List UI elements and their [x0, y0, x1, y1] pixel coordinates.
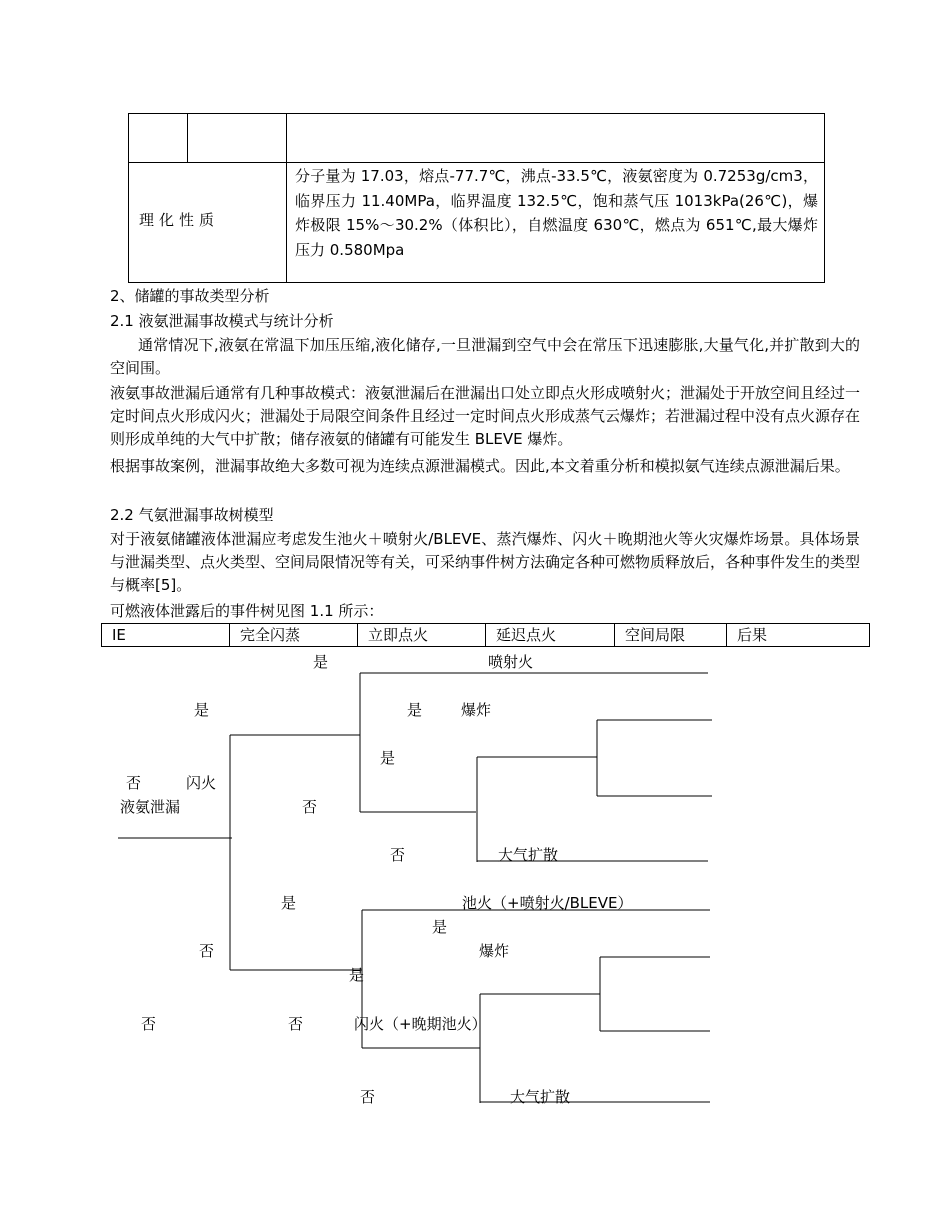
tree-label-yes: 是 [407, 701, 423, 719]
outcome-flash-late-pool: 闪火（+晚期池火） [354, 1015, 487, 1033]
outcome-explosion: 爆炸 [461, 701, 492, 719]
tree-label-yes: 是 [349, 966, 365, 984]
header-full-flash: 完全闪蒸 [230, 624, 358, 646]
tree-label-no: 否 [302, 798, 318, 816]
header-immediate-ignition: 立即点火 [358, 624, 486, 646]
section-heading: 2、储罐的事故类型分析 [110, 287, 270, 305]
tree-label-yes: 是 [281, 894, 297, 912]
tree-label-no: 否 [390, 846, 406, 864]
paragraph: 对于液氨储罐液体泄漏应考虑发生池火＋喷射火/BLEVE、蒸汽爆炸、闪火＋晚期池火等火灾爆炸场景。具体场景与泄漏类型、点火类型、空间局限情况等有关，可采纳事件树方法确定各种可燃物质释放后，各种事件发生的类型与概率[5]。 [110, 530, 861, 594]
tree-label-no: 否 [360, 1088, 376, 1106]
outcome-flash-fire: 闪火 [186, 774, 217, 792]
paragraph: 根据事故案例，泄漏事故绝大多数可视为连续点源泄漏模式。因此,本文着重分析和模拟氨气连续点源泄漏后果。 [110, 457, 850, 475]
outcome-explosion: 爆炸 [479, 942, 510, 960]
paragraph: 液氨事故泄漏后通常有几种事故模式：液氨泄漏后在泄漏出口处立即点火形成喷射火；泄漏处于开放空间且经过一定时间点火形成闪火；泄漏处于局限空间条件且经过一定时间点火形成蒸气云爆炸；若泄漏过程中没有点火源存在则形成单纯的大气中扩散；储存液氨的储罐有可能发生 BLEVE 爆炸。 [110, 384, 861, 448]
header-ie: IE [102, 624, 230, 646]
initiating-event-leak: 液氨泄漏 [120, 798, 181, 816]
tree-label-no: 否 [141, 1015, 157, 1033]
outcome-dispersion: 大气扩散 [498, 846, 559, 864]
tree-label-yes: 是 [432, 918, 448, 936]
tree-label-no: 否 [288, 1015, 304, 1033]
outcome-jet-fire: 喷射火 [488, 653, 534, 671]
paragraph: 通常情况下,液氨在常温下加压压缩,液化储存,一旦泄漏到空气中会在常压下迅速膨胀,大量气化,并扩散到大的空间围。 [110, 336, 860, 377]
header-delayed-ignition: 延迟点火 [486, 624, 615, 646]
header-consequence: 后果 [737, 626, 768, 644]
subsection-heading: 2.1 液氨泄漏事故模式与统计分析 [110, 312, 334, 330]
tree-label-yes: 是 [380, 749, 396, 767]
paragraph: 可燃液体泄露后的事件树见图 1.1 所示： [110, 602, 384, 620]
property-label: 理化性质 [139, 211, 220, 229]
outcome-pool-fire: 池火（+喷射火/BLEVE） [462, 894, 633, 912]
tree-label-no: 否 [126, 774, 142, 792]
tree-label-yes: 是 [194, 701, 210, 719]
header-confinement: 空间局限 [615, 624, 727, 646]
subsection-heading: 2.2 气氨泄漏事故树模型 [110, 506, 274, 524]
tree-label-no: 否 [199, 942, 215, 960]
tree-label-yes: 是 [313, 653, 329, 671]
property-value: 分子量为 17.03，熔点-77.7℃，沸点-33.5℃，液氨密度为 0.7253g/cm3，临界压力 11.40MPa，临界温度 132.5℃，饱和蒸气压 1013kPa(26℃)，爆炸极限 15%～30.2%（体积比），自燃温度 630℃，燃点为 651℃,最大爆炸压力 0.580Mpa [295, 167, 818, 259]
outcome-dispersion: 大气扩散 [510, 1088, 571, 1106]
